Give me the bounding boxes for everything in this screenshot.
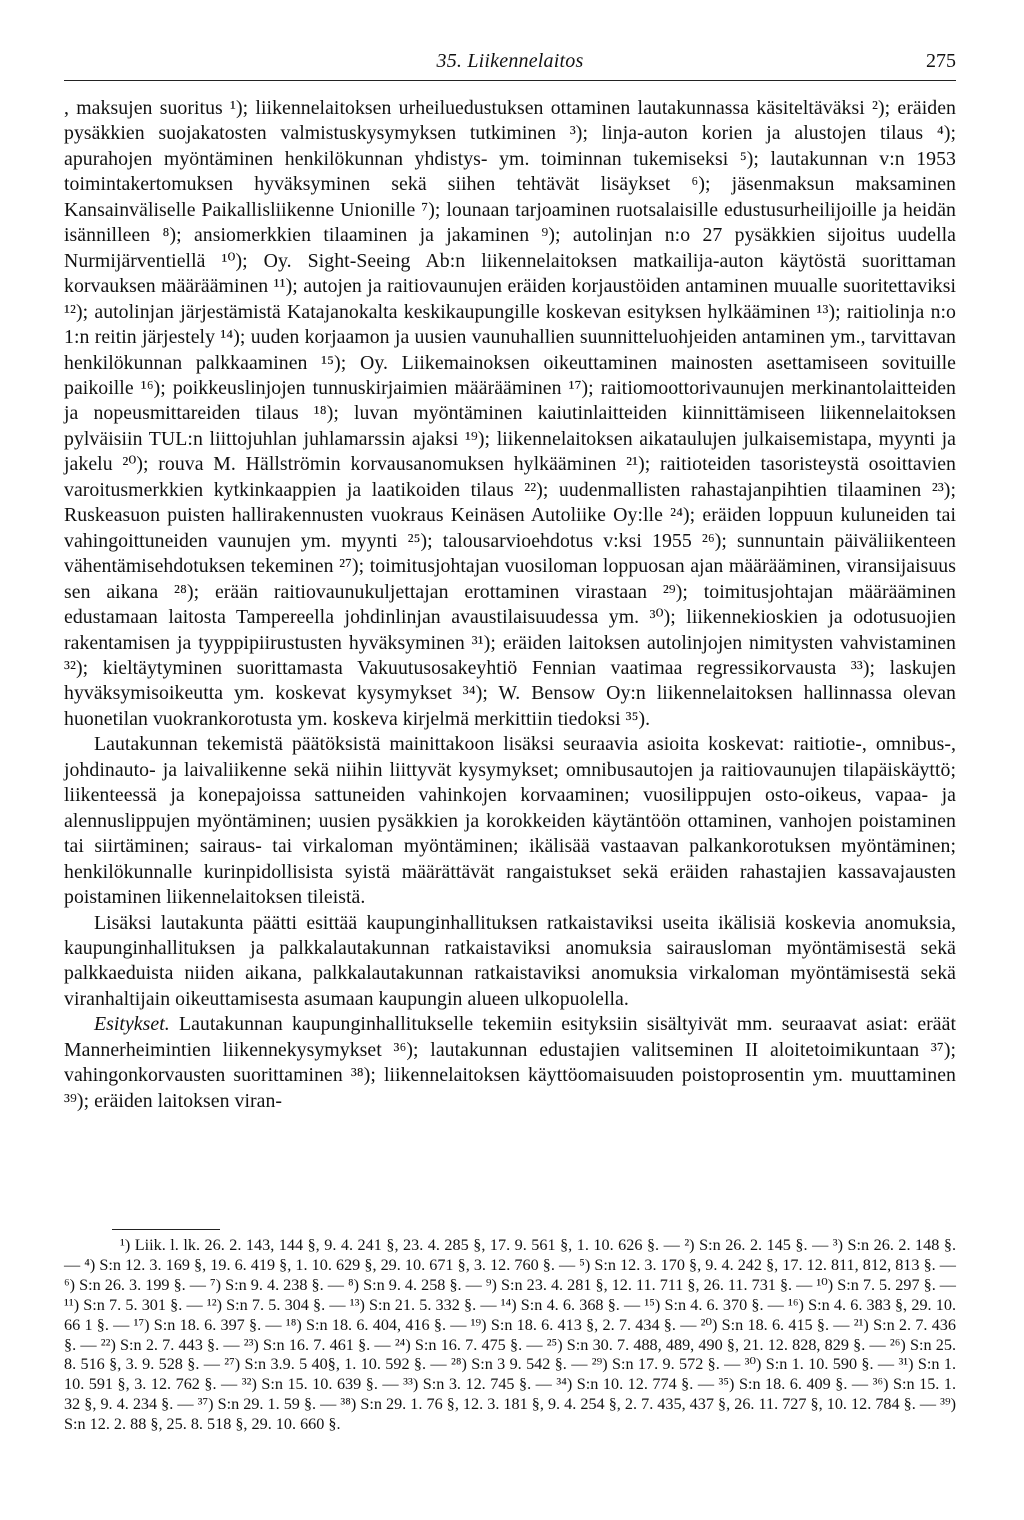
- paragraph-text: Lautakunnan kaupunginhallitukselle tekemiin esityksiin sisältyivät mm. seuraavat asiat: eräät Mannerheimintien liikennekysymykset ³⁶); lautakunnan edustajien valitseminen II aloitetoimikuntaan ³⁷); vahingonkorvausten suorittaminen ³⁸); liikennelaitoksen käyttöomaisuuden poistoprosentin ym. muuttaminen ³⁹); eräiden laitoksen viran-: [64, 1013, 956, 1112]
- footnotes: [64, 1236, 956, 1435]
- paragraph-proposals: [64, 1012, 956, 1114]
- paragraph-decisions: [64, 732, 956, 910]
- body-text: [64, 96, 956, 1114]
- page-number: 275: [926, 50, 956, 72]
- header-rule: [64, 80, 956, 81]
- page-header: [64, 46, 956, 80]
- paragraph-additional: [64, 911, 956, 1013]
- running-title: 35. Liikennelaitos: [436, 50, 584, 72]
- paragraph-text: Lautakunnan tekemistä päätöksistä mainittakoon lisäksi seuraavia asioita koskevat: raitiotie-, omnibus-, johdinauto- ja laivaliikenne sekä niihin liittyvät kysymykset; omnibusautojen ja raitiovaunujen tilapäiskäyttö; liikenteessä ja konepajoissa sattuneiden vahinkojen korvaaminen; vuosilippujen osto-oikeus, vapaa- ja alennuslippujen myöntäminen; uusien pysäkkien ja korokkeiden käytäntöön ottaminen, vanhojen poistaminen tai siirtäminen; sairaus- tai virkaloman myöntäminen; ikälisää vastaavan palkankorotuksen myöntäminen; henkilökunnalle kurinpidollisista syistä määrättävät rangaistukset sekä eräiden rahastajien kassavajausten poistaminen liikennelaitoksen tileistä.: [64, 733, 956, 909]
- footnote-rule: [112, 1229, 220, 1230]
- paragraph-text: Lisäksi lautakunta päätti esittää kaupunginhallituksen ratkaistaviksi useita ikälisiä koskevia anomuksia, kaupunginhallituksen ja palkkalautakunnan ratkaistaviksi anomuksia sairausloman myöntämisestä sekä palkkaeduista niiden aikana, palkkalautakunnan ratkaistaviksi anomuksia virkaloman myöntämisestä sekä viranhaltijain oikeuttamisesta asumaan kaupungin alueen ulkopuolella.: [64, 911, 956, 1010]
- paragraph-lead: Esitykset.: [94, 1013, 170, 1036]
- paragraph-text: , maksujen suoritus ¹); liikennelaitoksen urheiluedustuksen ottaminen lautakunnassa käsiteltäväksi ²); eräiden pysäkkien suojakatosten valmistuskysymyksen tutkiminen ³); linja-auton korien ja alustojen tilaus ⁴); apurahojen myöntäminen henkilökunnan yhdistys- ym. toiminnan tukemiseksi ⁵); lautakunnan v:n 1953 toimintakertomuksen hyväksyminen sekä siihen tehtävät lisäykset ⁶); jäsenmaksun maksaminen Kansainväliselle Paikallisliikenne Unionille ⁷); lounaan tarjoaminen ruotsalaisille edustusurheilijoille ja heidän isännilleen ⁸); ansiomerkkien tilaaminen ja jakaminen ⁹); autolinjan n:o 27 pysäkkien sijoitus uudella Nurmijärventiellä ¹⁰); Oy. Sight-Seeing Ab:n liikennelaitoksen matkailija-auton käytöstä suorittaman korvauksen määrääminen ¹¹); autojen ja raitiovaunujen eräiden korjaustöiden antaminen muualle suoritettaviksi ¹²); autolinjan järjestämistä Katajanokalta keskikaupungille koskevan esityksen hylkääminen ¹³); raitiolinja n:o 1:n reitin järjestely ¹⁴); uuden korjaamon ja uusien vaunuhallien suunnitteluohjeiden antaminen ym., tarvittavan henkilökunnan palkkaaminen ¹⁵); Oy. Liikemainoksen oikeuttaminen mainosten asettamiseen sovituille paikoille ¹⁶); poikkeuslinjojen tunnuskirjaimien määrääminen ¹⁷); raitiomoottorivaunujen merkinantolaitteiden ja nopeusmittareiden tilaus ¹⁸); luvan myöntäminen kaiutinlaitteiden kiinnittämiseen liikennelaitoksen pylväisiin TUL:n liittojuhlan juhlamarssin ajaksi ¹⁹); liikennelaitoksen aikataulujen julkaisemistapa, myynti ja jakelu ²⁰); rouva M. Hällströmin korvausanomuksen hylkääminen ²¹); raitioteiden tasoristeystä osoittavien varoitusmerkkien kytkinkaappien ja laatikoiden tilaus ²²); uudenmallisten rahastajanpihtien tilaaminen ²³); Ruskeasuon puisten hallirakennusten vuokraus Keinäsen Autoliike Oy:lle ²⁴); eräiden loppuun kuluneiden tai vahingoittuneiden vaunujen ym. myynti ²⁵); talousarvioehdotus v:ksi 1955 ²⁶); sunnuntain päiväliikenteen vähentämisehdotuksen tekeminen ²⁷); toimitusjohtajan vuosiloman loppuosan ajan määrääminen, viransijaisuus sen aikana ²⁸); erään raitiovaunukuljettajan erottaminen virastaan ²⁹); toimitusjohtajan määrääminen edustamaan laitosta Tampereella johdinlinjan avaustilaisuudessa ym. ³⁰); liikennekioskien ja odotusuojien rakentamisen ja tyyppipiirustusten hyväksyminen ³¹); eräiden laitoksen autolinjojen nimitysten vahvistaminen ³²); kieltäytyminen suorittamasta Vakuutusosakeyhtiö Fennian vaatimaa regressikorvausta ³³); laskujen hyväksymisoikeutta ym. koskevat kysymykset ³⁴); W. Bensow Oy:n liikennelaitoksen hallinnassa olevan huonetilan vuokrankorotusta ym. koskeva kirjelmä merkittiin tiedoksi ³⁵).: [64, 97, 956, 730]
- footnote-text: ¹) Liik. l. lk. 26. 2. 143, 144 §, 9. 4. 241 §, 23. 4. 285 §, 17. 9. 561 §, 1. 10. 626 §. — ²) S:n 26. 2. 145 §. — ³) S:n 26. 2. 148 §. — ⁴) S:n 12. 3. 169 §, 19. 6. 419 §, 1. 10. 629 §, 29. 10. 671 §, 3. 12. 760 §. — ⁵) S:n 12. 3. 170 §, 9. 4. 242 §, 17. 12. 811, 812, 813 §. — ⁶) S:n 26. 3. 199 §. — ⁷) S:n 9. 4. 238 §. — ⁸) S:n 9. 4. 258 §. — ⁹) S:n 23. 4. 281 §, 12. 11. 711 §, 26. 11. 731 §. — ¹⁰) S:n 7. 5. 297 §. — ¹¹) S:n 7. 5. 301 §. — ¹²) S:n 7. 5. 304 §. — ¹³) S:n 21. 5. 332 §. — ¹⁴) S:n 4. 6. 368 §. — ¹⁵) S:n 4. 6. 370 §. — ¹⁶) S:n 4. 6. 383 §, 29. 10. 66 1 §. — ¹⁷) S:n 18. 6. 397 §. — ¹⁸) S:n 18. 6. 404, 416 §. — ¹⁹) S:n 18. 6. 413 §, 2. 7. 434 §. — ²⁰) S:n 18. 6. 415 §. — ²¹) S:n 2. 7. 436 §. — ²²) S:n 2. 7. 443 §. — ²³) S:n 16. 7. 461 §. — ²⁴) S:n 16. 7. 475 §. — ²⁵) S:n 30. 7. 488, 489, 490 §, 21. 12. 828, 829 §. — ²⁶) S:n 25. 8. 516 §, 3. 9. 528 §. — ²⁷) S:n 3.9. 5 40§, 1. 10. 592 §. — ²⁸) S:n 3 9. 542 §. — ²⁹) S:n 17. 9. 572 §. — ³⁰) S:n 1. 10. 590 §. — ³¹) S:n 1. 10. 591 §, 3. 12. 762 §. — ³²) S:n 15. 10. 639 §. — ³³) S:n 3. 12. 745 §. — ³⁴) S:n 10. 12. 774 §. — ³⁵) S:n 18. 6. 409 §. — ³⁶) S:n 15. 1. 32 §, 9. 4. 234 §. — ³⁷) S:n 29. 1. 59 §. — ³⁸) S:n 29. 1. 76 §, 12. 3. 181 §, 9. 4. 254 §, 2. 7. 435, 437 §, 26. 11. 727 §, 10. 12. 784 §. — ³⁹) S:n 12. 2. 88 §, 25. 8. 518 §, 29. 10. 660 §.: [64, 1236, 956, 1434]
- paragraph-continuation: [64, 96, 956, 732]
